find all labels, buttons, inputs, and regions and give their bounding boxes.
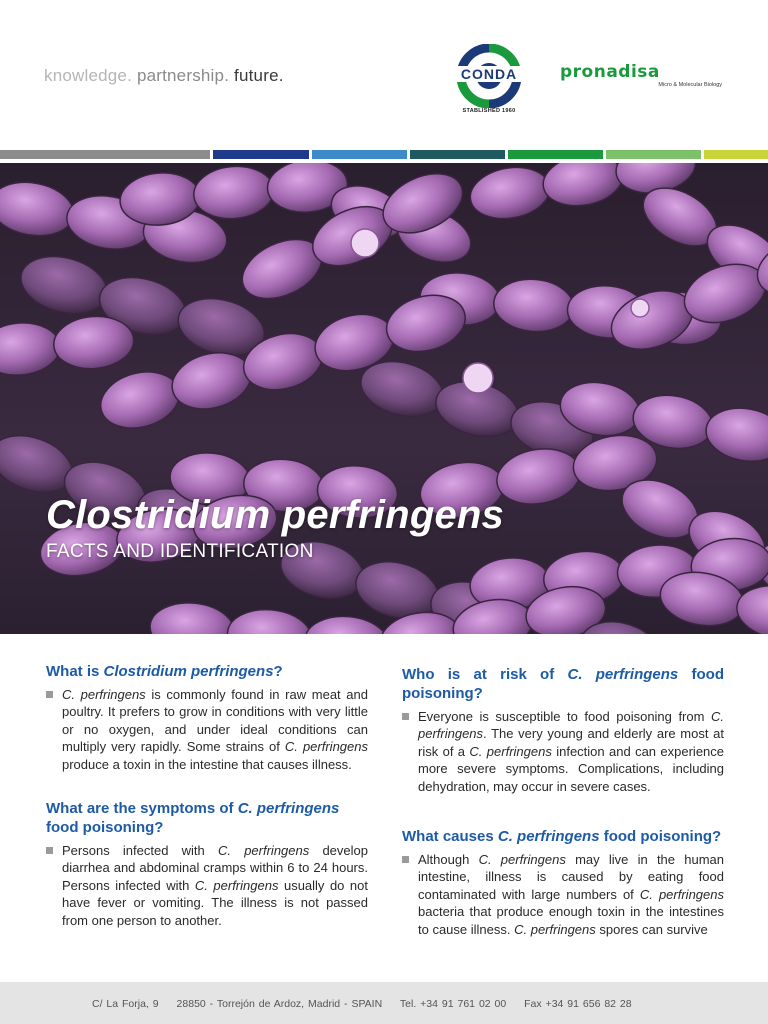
bacteria-micrograph bbox=[0, 163, 768, 634]
pronadisa-subtitle: Micro & Molecular Biology bbox=[658, 82, 722, 88]
bacterium-cell bbox=[539, 163, 626, 212]
heading-text: ? bbox=[273, 663, 283, 680]
hero-image bbox=[0, 163, 768, 634]
bacterium-cell bbox=[192, 163, 276, 222]
heading-species: C. perfringens bbox=[237, 800, 340, 818]
bacterium-cell bbox=[0, 176, 78, 242]
section-heading bbox=[46, 662, 368, 681]
heading-species: C. perfringens bbox=[567, 666, 679, 683]
bacterium-cell bbox=[166, 344, 257, 417]
left-column bbox=[46, 662, 368, 949]
heading-species: C. perfringens bbox=[497, 828, 600, 846]
paragraph-text: produce a toxin in the intestine that causes illness. bbox=[62, 756, 352, 772]
section-risk bbox=[402, 665, 724, 795]
bacterium-cell bbox=[0, 320, 62, 379]
species-name: C. perfringens bbox=[514, 921, 596, 937]
tagline-future: future. bbox=[229, 66, 284, 85]
spore bbox=[631, 299, 649, 317]
bacterium-cell bbox=[148, 599, 236, 634]
pronadisa-name: pronadisa bbox=[560, 62, 660, 82]
bullet-paragraph bbox=[402, 708, 724, 795]
color-bar-segment bbox=[606, 150, 701, 159]
paragraph-text: bacteria that produce enough toxin in the intestines to cause illness. bbox=[418, 904, 724, 937]
bacterium-cell bbox=[225, 606, 313, 634]
color-bar-segment bbox=[312, 150, 407, 159]
conda-logo bbox=[440, 44, 538, 116]
paragraph-text: may live in the human intestine, illness is caused by eating food contaminated with large numbers of bbox=[418, 852, 724, 902]
color-bar-segment bbox=[410, 150, 505, 159]
color-bar bbox=[0, 150, 768, 159]
pronadisa-logo bbox=[560, 62, 730, 88]
bacterium-cell bbox=[466, 163, 553, 225]
color-bar-segment bbox=[704, 150, 767, 159]
section-heading bbox=[402, 827, 724, 846]
section-what-is bbox=[46, 662, 368, 773]
color-bar-segment bbox=[508, 150, 603, 159]
species-name: C. perfringens bbox=[639, 886, 724, 902]
paragraph-text: infection and can experience more severe symptoms. Complications, including dehydration, may occur in severe cases. bbox=[418, 743, 725, 794]
footer-contact bbox=[92, 998, 646, 1010]
species-name: C. perfringens bbox=[284, 739, 368, 755]
heading-text: food poisoning? bbox=[599, 828, 722, 846]
bacterium-cell bbox=[492, 276, 576, 335]
paragraph-text: spores can survive bbox=[595, 921, 708, 937]
hero-subtitle: FACTS AND IDENTIFICATION bbox=[46, 541, 314, 562]
species-name: C. perfringens bbox=[194, 877, 279, 893]
bacterium-cell bbox=[303, 613, 391, 634]
bullet-paragraph bbox=[46, 842, 368, 929]
paragraph-text: Although bbox=[418, 852, 479, 868]
tagline bbox=[44, 66, 284, 86]
bullet-paragraph bbox=[402, 851, 724, 938]
footer-city: 28850 - Torrejón de Ardoz, Madrid - SPAIN bbox=[176, 998, 383, 1010]
section-heading bbox=[46, 799, 368, 837]
hero-title: Clostridium perfringens bbox=[46, 493, 504, 537]
paragraph-text: Everyone is susceptible to food poisoning from bbox=[418, 709, 711, 724]
bullet-paragraph bbox=[46, 686, 368, 773]
tagline-partnership: partnership. bbox=[132, 66, 230, 85]
species-name: C. perfringens bbox=[469, 743, 552, 759]
conda-established: STABLISHED 1960 bbox=[462, 108, 516, 114]
section-symptoms bbox=[46, 799, 368, 929]
heading-text: What is bbox=[46, 663, 104, 680]
color-bar-segment bbox=[213, 150, 308, 159]
spore bbox=[463, 363, 493, 393]
heading-text: Who is at risk of bbox=[402, 666, 568, 683]
spore bbox=[351, 229, 379, 257]
species-name: C. perfringens bbox=[217, 843, 310, 859]
paragraph-text: usually do not have fever or vomiting. The illness is not passed from one person to another. bbox=[62, 877, 368, 928]
footer-tel: Tel. +34 91 761 02 00 bbox=[399, 998, 507, 1010]
species-name: C. perfringens bbox=[62, 687, 146, 702]
bacterium-cell bbox=[646, 633, 737, 634]
bacterium-cell bbox=[94, 364, 185, 437]
section-heading bbox=[402, 665, 724, 703]
footer-address: C/ La Forja, 9 bbox=[92, 998, 159, 1010]
species-name: C. perfringens bbox=[418, 709, 724, 742]
species-name: C. perfringens bbox=[478, 852, 566, 868]
footer bbox=[0, 982, 768, 1024]
conda-name: CONDA bbox=[440, 66, 538, 82]
footer-fax: Fax +34 91 656 82 28 bbox=[524, 998, 632, 1010]
tagline-knowledge: knowledge. bbox=[44, 66, 133, 85]
paragraph-text: is commonly found in raw meat and poultry. It prefers to grow in conditions with very little or no oxygen, and under ideal conditions can multiply very rapidly. Some strains of bbox=[62, 687, 368, 755]
heading-species: Clostridium perfringens bbox=[103, 663, 274, 680]
heading-text: What causes bbox=[402, 828, 498, 846]
color-bar-segment bbox=[0, 150, 210, 159]
heading-text: What are the symptoms of bbox=[46, 800, 238, 818]
section-causes bbox=[402, 827, 724, 938]
heading-text: food poisoning? bbox=[402, 666, 725, 702]
paragraph-text: develop diarrhea and abdominal cramps within 6 to 24 hours. Persons infected with bbox=[62, 843, 368, 893]
bacterium-cell bbox=[702, 402, 768, 467]
paragraph-text: Persons infected with bbox=[62, 843, 218, 859]
heading-text: food poisoning? bbox=[46, 819, 164, 837]
paragraph-text: . The very young and elderly are most at risk of a bbox=[418, 726, 724, 759]
right-column bbox=[402, 665, 724, 958]
bacterium-cell bbox=[15, 248, 114, 323]
